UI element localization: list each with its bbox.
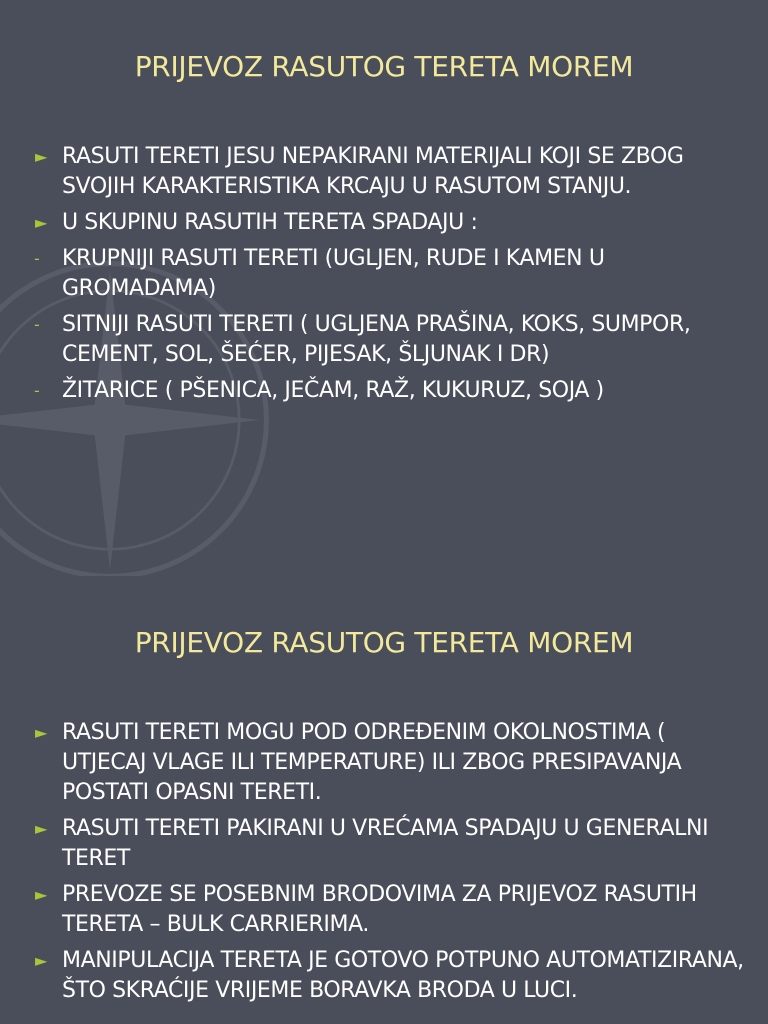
bullet-text: KRUPNIJI RASUTI TERETI (UGLJEN, RUDE I KAMEN U GROMADAMA) xyxy=(62,246,605,301)
bullet-text: RASUTI TERETI PAKIRANI U VREĆAMA SPADAJU U GENERALNI TERET xyxy=(62,816,709,871)
list-item xyxy=(32,310,747,370)
slide-title: PRIJEVOZ RASUTOG TERETA MOREM xyxy=(134,50,634,83)
list-item xyxy=(32,814,747,874)
bullet-text: RASUTI TERETI JESU NEPAKIRANI MATERIJALI KOJI SE ZBOG SVOJIH KARAKTERISTIKA KRCAJU U RASUTOM STANJU. xyxy=(62,144,684,199)
slide-title: PRIJEVOZ RASUTOG TERETA MOREM xyxy=(134,626,634,659)
dash-bullet-icon: - xyxy=(34,249,40,268)
dash-bullet-icon: - xyxy=(34,315,40,334)
bullet-list xyxy=(32,718,747,1012)
arrow-bullet-icon: ► xyxy=(35,723,47,742)
list-item xyxy=(32,244,747,304)
bullet-text: ŽITARICE ( PŠENICA, JEČAM, RAŽ, KUKURUZ, SOJA ) xyxy=(62,378,604,403)
bullet-text: MANIPULACIJA TERETA JE GOTOVO POTPUNO AUTOMATIZIRANA, ŠTO SKRAĆIJE VRIJEME BORAVKA BRODA U LUCI. xyxy=(62,948,744,1003)
list-item xyxy=(32,880,747,940)
arrow-bullet-icon: ► xyxy=(35,885,47,904)
list-item xyxy=(32,376,747,406)
bullet-text: SITNIJI RASUTI TERETI ( UGLJENA PRAŠINA, KOKS, SUMPOR, CEMENT, SOL, ŠEĆER, PIJESAK, ŠLJUNAK I DR) xyxy=(62,312,691,367)
bullet-list xyxy=(32,142,747,412)
list-item xyxy=(32,142,747,202)
arrow-bullet-icon: ► xyxy=(35,951,47,970)
list-item xyxy=(32,208,747,238)
arrow-bullet-icon: ► xyxy=(35,147,47,166)
slide-2 xyxy=(0,576,768,1024)
arrow-bullet-icon: ► xyxy=(35,819,47,838)
bullet-text: PREVOZE SE POSEBNIM BRODOVIMA ZA PRIJEVOZ RASUTIH TERETA – BULK CARRIERIMA. xyxy=(62,882,697,937)
dash-bullet-icon: - xyxy=(34,381,40,400)
list-item xyxy=(32,718,747,808)
bullet-text: RASUTI TERETI MOGU POD ODREĐENIM OKOLNOSTIMA ( UTJECAJ VLAGE ILI TEMPERATURE) ILI ZBOG PRESIPAVANJA POSTATI OPASNI TERETI. xyxy=(62,720,682,805)
list-item xyxy=(32,946,747,1006)
bullet-text: U SKUPINU RASUTIH TERETA SPADAJU : xyxy=(62,210,478,235)
arrow-bullet-icon: ► xyxy=(35,213,47,232)
